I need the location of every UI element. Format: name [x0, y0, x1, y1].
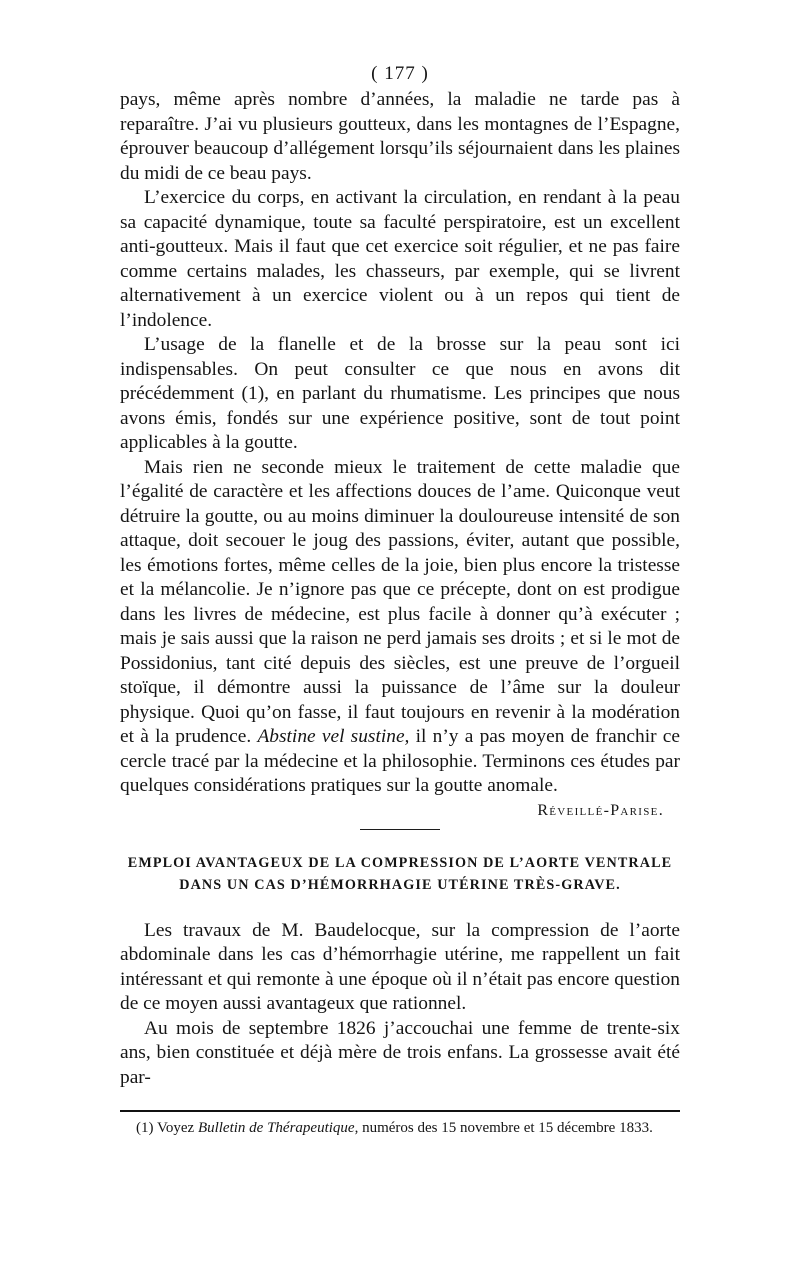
- paragraph-exercise: L’exercice du corps, en activant la circulation, en rendant à la peau sa capacité dynamique, toute sa faculté perspiratoire, est un excellent anti-goutteux. Mais il faut que cet exercice soit régulier, et ne pas faire comme certains malades, les chasseurs, par exemple, qui se livrent alternativement à un exercice violent ou à un repos qui tient de l’indolence.: [120, 187, 680, 331]
- section-separator: [360, 829, 440, 830]
- paragraph-continued-text: pays, même après nombre d’années, la maladie ne tarde pas à reparaître. J’ai vu plusieurs goutteux, dans les montagnes de l’Espagne, éprouver beaucoup d’allégement lorsqu’ils séjournaient dans les plaines du midi de ce beau pays.: [120, 89, 680, 184]
- paragraph-text-before-latin: Mais rien ne seconde mieux le traitement de cette maladie que l’égalité de caractère et les affections douces de l’ame. Quiconque veut détruire la goutte, ou au moins diminuer la douloureuse intensité de son attaque, doit secouer le joug des passions, éviter, autant que possible, les émotions fortes, même celles de la joie, bien plus encore la tristesse et la mélancolie. Je n’ignore pas que ce précepte, dont on est prodigue dans les livres de médecine, est plus facile à donner qu’à exécuter ; mais je sais aussi que la raison ne perd jamais ses droits ; et si le mot de Possidonius, tant cité depuis des siècles, est une preuve de l’orgueil stoïque, il démontre aussi la puissance de l’âme sur la douleur physique. Quoi qu’on fasse, il faut toujours en revenir à la modération et à la prudence.: [120, 456, 680, 747]
- author-signature: Réveillé-Parise.: [537, 801, 664, 819]
- paragraph-text-after-latin: il n’y a pas moyen de franchir ce cercle tracé par la médecine et la philosophie. Terminons ces études par quelques considérations pratiques sur la goutte anomale.: [120, 726, 681, 796]
- footnote-journal-title: Bulletin de Thérapeutique: [197, 1120, 355, 1136]
- book-page: [120, 60, 680, 1153]
- footnote-text-before-title: (1) Voyez: [136, 1120, 198, 1136]
- footnote-text-after-title: , numéros des 15 novembre et 15 décembre 1833.: [354, 1120, 653, 1136]
- aorta-compression-text: [120, 919, 680, 1091]
- page-number: ( 177 ): [371, 63, 429, 84]
- footnote-divider: [120, 1110, 680, 1112]
- paragraph-flannel-brush: L’usage de la flanelle et de la brosse sur la peau sont ici indispensables. On peut consulter ce que nous en avons dit précédemment (1), en parlant du rhumatisme. Les principes que nous avons émis, fondés sur une expérience positive, sont de tout point applicables à la goutte.: [120, 334, 680, 453]
- footnote: [120, 1118, 680, 1138]
- article-title-line-2: DANS UN CAS D’HÉMORRHAGIE UTÉRINE TRÈS-GRAVE.: [179, 876, 621, 893]
- paragraph-character-and-moderation: [120, 456, 680, 799]
- article-title-line-1: EMPLOI AVANTAGEUX DE LA COMPRESSION DE L’AORTE VENTRALE: [127, 854, 673, 871]
- latin-maxim: Abstine vel sustine,: [257, 726, 410, 747]
- gout-treatment-text: [120, 88, 680, 799]
- paragraph-baudelocque: Les travaux de M. Baudelocque, sur la compression de l’aorte abdominale dans les cas d’hémorrhagie utérine, me rappellent un fait intéressant et qui remonte à une époque où il n’était pas encore question de ce moyen aussi avantageux que rationnel.: [120, 919, 680, 1014]
- paragraph-case-history: Au mois de septembre 1826 j’accouchai une femme de trente-six ans, bien constituée et déjà mère de trois enfans. La grossesse avait été par-: [120, 1017, 680, 1088]
- article-title: [120, 852, 680, 896]
